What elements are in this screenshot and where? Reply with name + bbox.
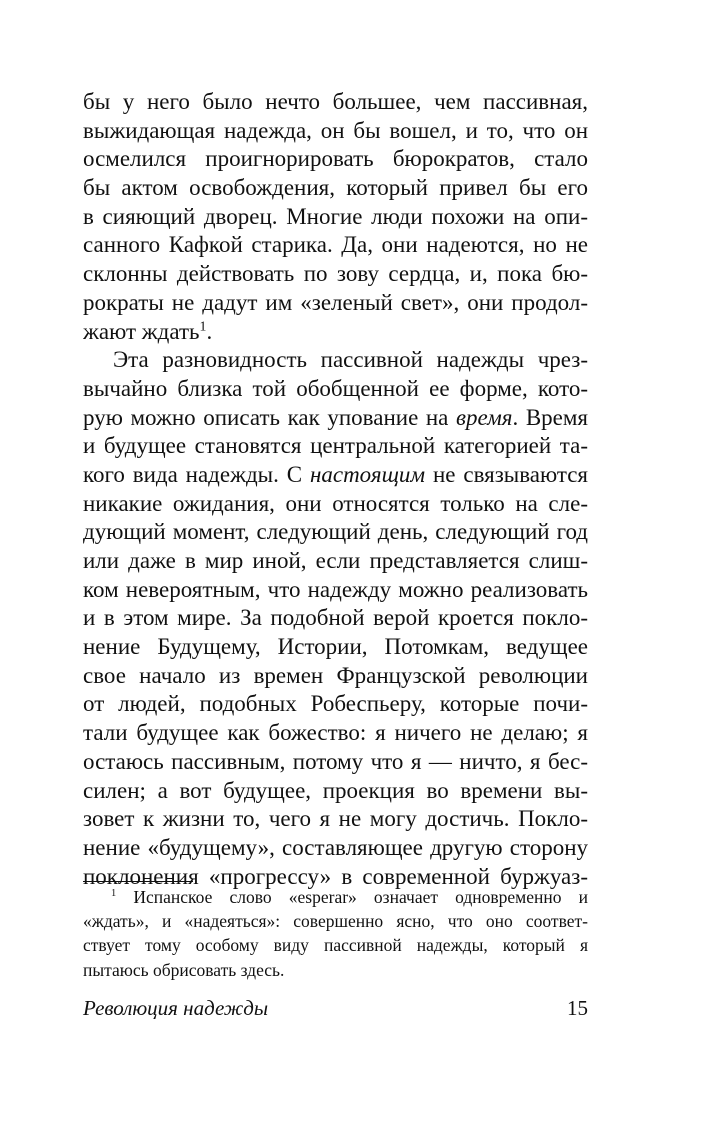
- text-line: нение «будущему», составляющее другую сторону: [83, 834, 588, 860]
- text-line: и будущее становятся центральной категорией та-: [83, 433, 588, 459]
- text-fragment: рую можно описать как упование на: [83, 404, 456, 430]
- text-fragment: не связываются: [425, 461, 588, 487]
- text-fragment: . Время: [512, 404, 588, 430]
- text-line: [83, 318, 588, 347]
- text-fragment: кого вида надежды. С: [83, 461, 310, 487]
- text-line: от людей, подобных Робеспьеру, которые почи-: [83, 691, 588, 717]
- emphasis-text: настоящим: [309, 461, 426, 487]
- text-line: нение Будущему, Истории, Потомкам, ведущее: [83, 634, 588, 660]
- text-line: бы у него было нечто большее, чем пассивная,: [83, 89, 588, 114]
- main-text-block: [83, 88, 588, 891]
- text-line: выжидающая надежда, он бы вошел, и то, что он: [83, 117, 588, 143]
- text-line: бы актом освобождения, который привел бы его: [83, 175, 588, 201]
- text-line: остаюсь пассивным, потому что я — ничто, я бес-: [83, 748, 588, 774]
- text-line: [83, 404, 588, 433]
- text-line: тали будущее как божество: я ничего не делаю; я: [83, 720, 588, 746]
- footnote-divider: [83, 881, 193, 882]
- page-number: 15: [567, 996, 588, 1020]
- footnote-marker: 1: [111, 888, 117, 900]
- text-line: склонны действовать по зову сердца, и, пока бю-: [83, 261, 588, 287]
- footnote-line: пытаюсь обрисовать здесь.: [83, 959, 285, 980]
- text-line: зовет к жизни то, чего я не могу достичь. Покло-: [83, 806, 588, 832]
- text-line: или даже в мир иной, если представляется слиш-: [83, 548, 588, 573]
- text-line: рократы не дадут им «зеленый свет», они продол-: [83, 289, 588, 315]
- text-line: осмелился проигнорировать бюрократов, стало: [83, 146, 588, 172]
- text-line: и в этом мире. За подобной верой кроется покло-: [83, 605, 588, 631]
- text-line: никакие ожидания, они относятся только на сле-: [83, 490, 588, 516]
- text-line: дующий момент, следующий день, следующий год: [83, 519, 588, 545]
- text-line: силен; а вот будущее, проекция во времени вы-: [83, 777, 588, 803]
- footnote-reference: 1: [199, 317, 207, 333]
- text-line: санного Кафкой старика. Да, они надеются, но не: [83, 232, 588, 258]
- footnote-line: ствует тому особому виду пассивной надежды, который я: [83, 935, 588, 956]
- text-fragment: жают ждать: [83, 318, 200, 344]
- emphasis-text: время: [455, 404, 513, 430]
- footnote-line: «ждать», и «надеяться»: совершенно ясно, что оно соответ-: [83, 911, 588, 932]
- footnote-line: [83, 885, 588, 909]
- paragraph-first-line: Эта разновидность пассивной надежды чрез-: [113, 347, 588, 373]
- text-line: [83, 461, 588, 490]
- text-fragment: Испанское слово «esperar» означает одновременно и: [116, 887, 588, 907]
- text-line: поклонения «прогрессу» в современной буржуаз-: [83, 863, 588, 889]
- text-line: ком невероятным, что надежду можно реализовать: [83, 576, 588, 602]
- running-title: Революция надежды: [83, 996, 269, 1020]
- text-line: вычайно близка той обобщенной ее форме, кото-: [83, 375, 588, 401]
- text-line: в сияющий дворец. Многие люди похожи на опи-: [83, 203, 588, 229]
- text-line: свое начало из времен Французской революции: [83, 662, 588, 688]
- text-fragment: .: [206, 318, 213, 344]
- footnote: [83, 885, 588, 982]
